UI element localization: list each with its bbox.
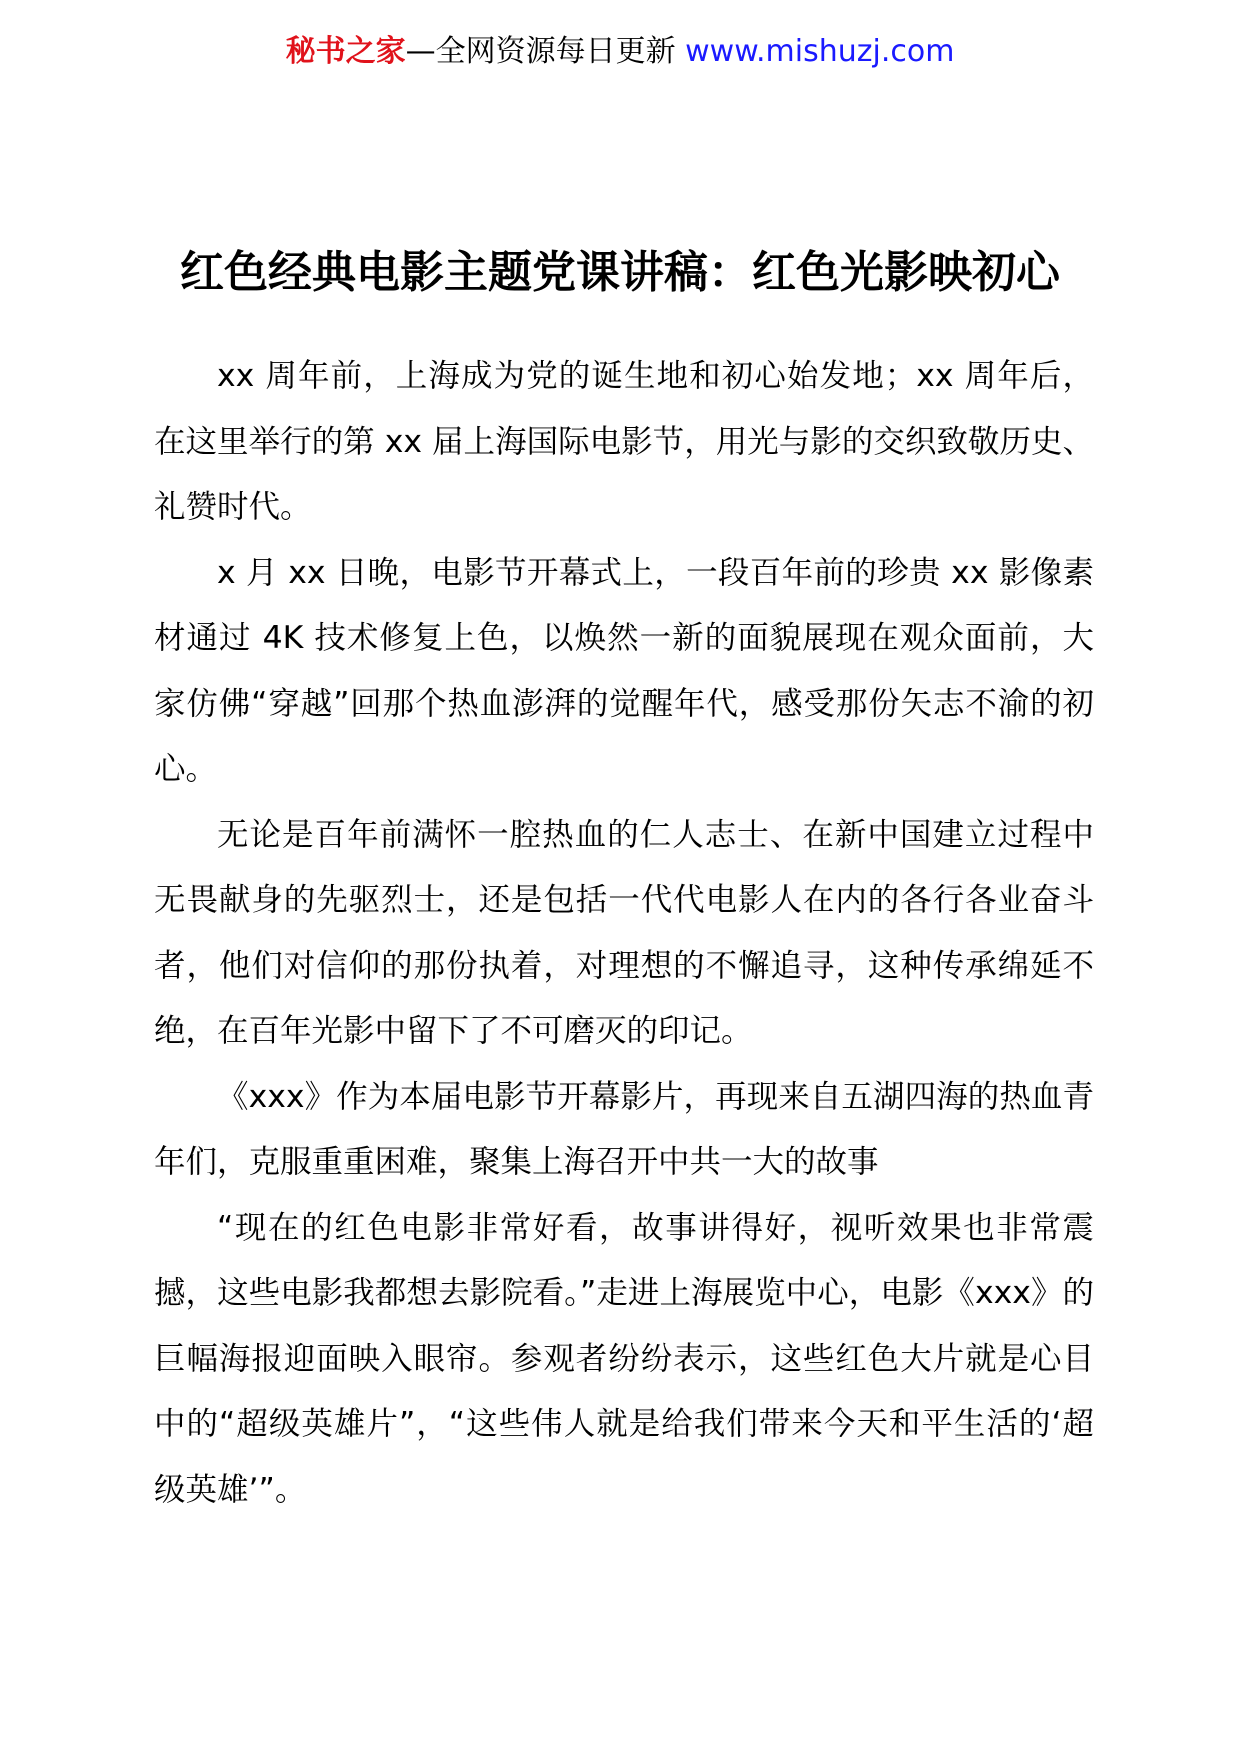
site-header [0, 30, 1240, 74]
paragraph: 无论是百年前满怀一腔热血的仁人志士、在新中国建立过程中无畏献身的先驱烈士，还是包括一代代电影人在内的各行各业奋斗者，他们对信仰的那份执着，对理想的不懈追寻，这种传承绵延不绝，在百年光影中留下了不可磨灭的印记。 [154, 816, 1094, 1049]
paragraph: x 月 xx 日晚，电影节开幕式上，一段百年前的珍贵 xx 影像素材通过 4K 技术修复上色，以焕然一新的面貌展现在观众面前，大家仿佛“穿越”回那个热血澎湃的觉醒年代，感受那份矢志不渝的初心。 [154, 554, 1094, 787]
paragraph: “现在的红色电影非常好看，故事讲得好，视听效果也非常震撼，这些电影我都想去影院看。”走进上海展览中心，电影《xxx》的巨幅海报迎面映入眼帘。参观者纷纷表示，这些红色大片就是心目中的“超级英雄片”，“这些伟人就是给我们带来今天和平生活的‘超级英雄’”。 [154, 1209, 1094, 1508]
site-url-link[interactable]: www.mishuzj.com [685, 34, 955, 69]
document-body [154, 344, 1094, 1523]
paragraph: 《xxx》作为本届电影节开幕影片，再现来自五湖四海的热血青年们，克服重重困难，聚集上海召开中共一大的故事 [154, 1078, 1094, 1180]
site-brand: 秘书之家 [285, 34, 406, 69]
paragraph: xx 周年前，上海成为党的诞生地和初心始发地；xx 周年后，在这里举行的第 xx 届上海国际电影节，用光与影的交织致敬历史、礼赞时代。 [154, 358, 1094, 525]
site-tagline: —全网资源每日更新 [405, 34, 676, 69]
document-title: 红色经典电影主题党课讲稿：红色光影映初心 [180, 247, 1060, 298]
